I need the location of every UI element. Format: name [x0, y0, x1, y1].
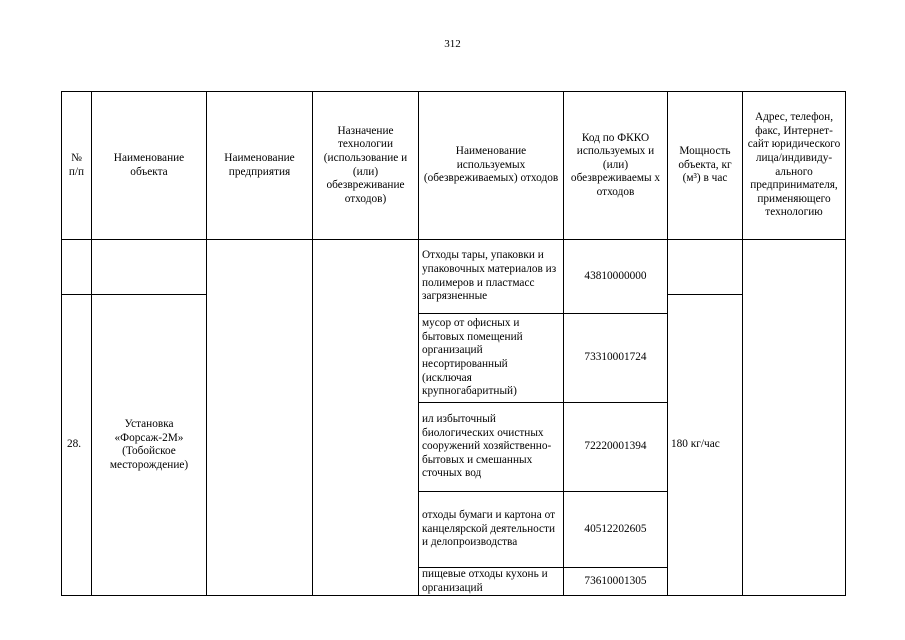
enterprise-cell: [207, 240, 313, 596]
record-number: 28.: [62, 295, 92, 596]
waste-name-cell: отходы бумаги и картона от канцелярской деятельности и делопроизводства: [419, 492, 564, 568]
header-num: № п/п: [62, 92, 92, 240]
fkko-code-cell: 43810000000: [564, 240, 668, 314]
waste-name-cell: Отходы тары, упаковки и упаковочных материалов из полимеров и пластмасс загрязненные: [419, 240, 564, 314]
header-technology-purpose: Назначение технологии (использование и (или) обезвреживание отходов): [313, 92, 419, 240]
table-header-row: [62, 92, 846, 240]
purpose-cell: [313, 240, 419, 596]
capacity-cell-empty: [668, 240, 743, 295]
header-waste-name: Наименование используемых (обезвреживаемых) отходов: [419, 92, 564, 240]
technology-table: [61, 91, 846, 596]
fkko-code-cell: 40512202605: [564, 492, 668, 568]
fkko-code-cell: 72220001394: [564, 403, 668, 492]
waste-name-cell: ил избыточный биологических очистных сооружений хозяйственно-бытовых и смешанных сточных вод: [419, 403, 564, 492]
contacts-cell: [743, 240, 846, 596]
record-object-name: Установка «Форсаж-2М» (Тобойское месторождение): [92, 295, 207, 596]
waste-name-cell: пищевые отходы кухонь и организаций: [419, 568, 564, 596]
fkko-code-cell: 73610001305: [564, 568, 668, 596]
header-contacts: Адрес, телефон, факс, Интернет-сайт юридического лица/индивиду-ального предпринимателя, применяющего технологию: [743, 92, 846, 240]
object-cell-empty: [92, 240, 207, 295]
header-enterprise-name: Наименование предприятия: [207, 92, 313, 240]
record-capacity: 180 кг/час: [668, 295, 743, 596]
waste-name-cell: мусор от офисных и бытовых помещений организаций несортированный (исключая крупногабаритный): [419, 314, 564, 403]
header-fkko-code: Код по ФККО используемых и (или) обезвреживаемы х отходов: [564, 92, 668, 240]
page-number: 312: [444, 38, 461, 50]
table-row: [62, 240, 846, 295]
fkko-code-cell: 73310001724: [564, 314, 668, 403]
header-capacity: Мощность объекта, кг (м³) в час: [668, 92, 743, 240]
num-cell-empty: [62, 240, 92, 295]
header-object-name: Наименование объекта: [92, 92, 207, 240]
